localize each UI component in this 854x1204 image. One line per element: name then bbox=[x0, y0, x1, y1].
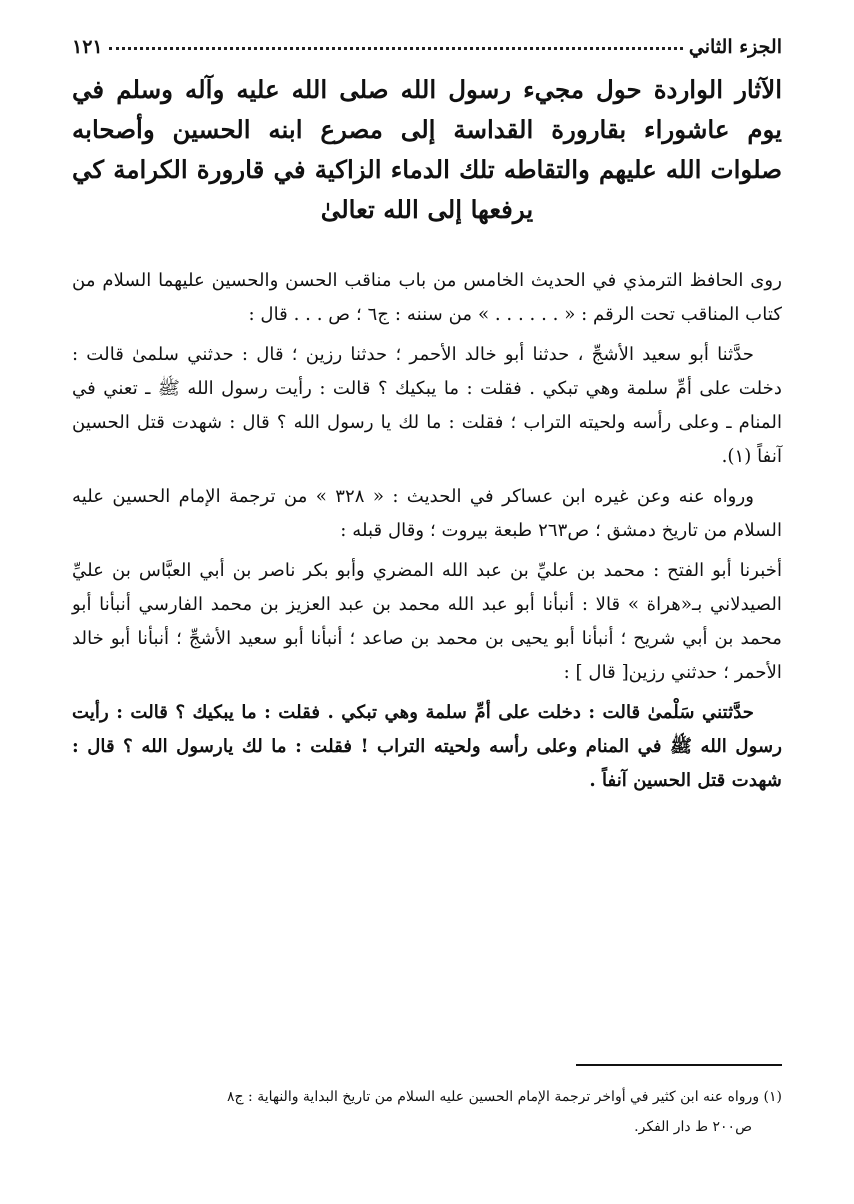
paragraph-ibn-asakir: ورواه عنه وعن غيره ابن عساكر في الحديث : « ٣٢٨ » من ترجمة الإمام الحسين عليه السلام من تاريخ دمشق ؛ ص٢٦٣ طبعة بيروت ؛ وقال قبله : bbox=[72, 486, 782, 541]
paragraph-hadith-2: حدَّثتني سَلْمىٰ قالت : دخلت على أمِّ سلمة وهي تبكي . فقلت : ما يبكيك ؟ قالت : رأيت رسول الله ﷺ في المنام وعلى رأسه ولحيته التراب ! فقلت : ما لك يارسول الله ؟ قال : شهدت قتل الحسين آنفاً . bbox=[72, 702, 782, 791]
paragraph-hadith-1: حدَّثنا أبو سعيد الأشجِّ ، حدثنا أبو خالد الأحمر ؛ حدثنا رزين ؛ قال : حدثني سلمىٰ قالت : دخلت على أمِّ سلمة وهي تبكي . فقلت : ما يبكيك ؟ قالت : رأيت رسول الله ﷺ ـ تعني في المنام ـ وعلى رأسه ولحيته التراب ؛ فقلت : ما لك يا رسول الله ؟ قال : شهدت قتل الحسين آنفاً (١). bbox=[72, 344, 782, 467]
footnote-line-1: (١) ورواه عنه ابن كثير في أواخر ترجمة الإمام الحسين عليه السلام من تاريخ البداية والنهاية : ج٨ bbox=[227, 1089, 782, 1105]
footnote bbox=[72, 1082, 782, 1142]
book-page bbox=[72, 24, 782, 1184]
footnote-line-2: ص٢٠٠ ط دار الفكر. bbox=[634, 1119, 752, 1135]
page-number: ١٢١ bbox=[72, 36, 103, 58]
footnote-divider bbox=[576, 1064, 782, 1066]
body-text bbox=[72, 264, 782, 798]
chapter-title: الآثار الواردة حول مجيء رسول الله صلى الله عليه وآله وسلم في يوم عاشوراء بقارورة القداسة إلى مصرع ابنه الحسين وأصحابه صلوات الله عليهم والتقاطه تلك الدماء الزاكية في قارورة الكرامة كي يرفعها إلى الله تعالىٰ bbox=[72, 75, 782, 224]
paragraph-intro: روى الحافظ الترمذي في الحديث الخامس من باب مناقب الحسن والحسين عليهما السلام من كتاب المناقب تحت الرقم : « . . . . . . » من سننه : ج٦ ؛ ص . . . قال : bbox=[72, 270, 782, 325]
running-header bbox=[72, 24, 782, 58]
paragraph-isnad: أخبرنا أبو الفتح : محمد بن عليِّ بن عبد الله المضري وأبو بكر ناصر بن أبي العبَّاس بن عليِّ الصيدلاني بـ«هراة » قالا : أنبأنا أبو عبد الله محمد بن عبد العزيز بن محمد الفارسي أنبأنا أبو محمد بن أبي شريح ؛ أنبأنا أبو يحيى بن محمد بن صاعد ؛ أنبأنا أبو سعيد الأشجِّ ؛ أنبأنا أبو خالد الأحمر ؛ حدثني رزين[ قال ] : bbox=[72, 560, 782, 683]
leader-dots bbox=[109, 47, 683, 50]
volume-label: الجزء الثاني bbox=[688, 36, 782, 58]
